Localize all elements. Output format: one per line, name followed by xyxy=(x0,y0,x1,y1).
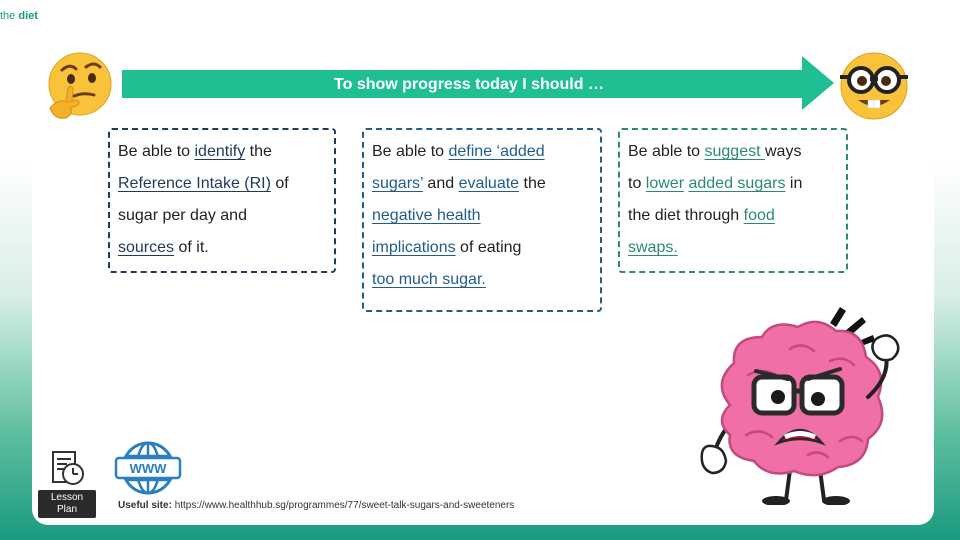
key-term: too much sugar. xyxy=(372,271,486,288)
lesson-plan-label-line2: Plan xyxy=(56,504,77,515)
objective-text: the xyxy=(245,143,272,160)
key-term: implications xyxy=(372,239,456,256)
thinking-face-icon xyxy=(44,50,114,122)
objective-line xyxy=(628,200,838,232)
key-term: define ‘added xyxy=(448,143,545,160)
key-term: suggest xyxy=(704,143,765,160)
objective-line xyxy=(372,168,592,200)
lesson-plan-icon[interactable] xyxy=(50,450,86,488)
key-term: evaluate xyxy=(458,175,520,192)
useful-site-label: Useful site: xyxy=(118,500,172,511)
objective-text: the diet through xyxy=(628,207,744,224)
useful-site-link[interactable]: https://www.healthhub.sg/programmes/77/sweet-talk-sugars-and-sweeteners xyxy=(174,500,515,511)
objective-text: and xyxy=(422,175,459,192)
objective-text: ways xyxy=(764,143,802,160)
objective-text: Be able to xyxy=(628,143,705,160)
objective-line xyxy=(118,232,326,264)
key-term: added sugars xyxy=(688,175,786,192)
objective-line xyxy=(372,136,592,168)
objective-text: of eating xyxy=(455,239,522,256)
topic-prefix: the xyxy=(0,10,16,22)
globe-www-icon[interactable] xyxy=(114,440,184,496)
objective-text: of xyxy=(270,175,289,192)
objective-text: the xyxy=(519,175,546,192)
objective-line xyxy=(372,232,592,264)
objective-text: Be able to xyxy=(372,143,449,160)
objective-line xyxy=(372,200,592,232)
key-term: negative health xyxy=(372,207,481,224)
objective-box-2 xyxy=(362,128,602,312)
key-term: identify xyxy=(194,143,246,160)
key-term: sugars’ xyxy=(372,175,423,192)
www-text: WWW xyxy=(129,461,167,476)
objective-text: of it. xyxy=(174,239,209,256)
objective-line xyxy=(118,200,326,232)
objective-line xyxy=(628,136,838,168)
objective-text: Be able to xyxy=(118,143,195,160)
nerd-face-icon xyxy=(838,50,910,122)
lesson-plan-label-line1: Lesson xyxy=(50,492,84,503)
objective-text: in xyxy=(785,175,803,192)
banner-text: To show progress today I should … xyxy=(334,76,604,93)
topic-header xyxy=(0,10,38,22)
objective-line xyxy=(118,168,326,200)
key-term: swaps. xyxy=(628,239,678,256)
confused-brain-mascot xyxy=(690,305,920,505)
objective-box-3 xyxy=(618,128,848,273)
objective-line xyxy=(372,264,592,296)
objective-line xyxy=(118,136,326,168)
objective-text: to xyxy=(628,175,646,192)
useful-site xyxy=(118,500,514,511)
objective-box-1 xyxy=(108,128,336,273)
key-term: lower xyxy=(645,175,685,192)
key-term: sources xyxy=(118,239,175,256)
key-term: food xyxy=(743,207,775,224)
objective-line xyxy=(628,168,838,200)
objective-text: sugar per day and xyxy=(118,207,247,224)
topic-title: diet xyxy=(18,10,38,22)
key-term: Reference Intake (RI) xyxy=(118,175,271,192)
objective-line xyxy=(628,232,838,264)
lesson-plan-button[interactable] xyxy=(38,490,96,518)
